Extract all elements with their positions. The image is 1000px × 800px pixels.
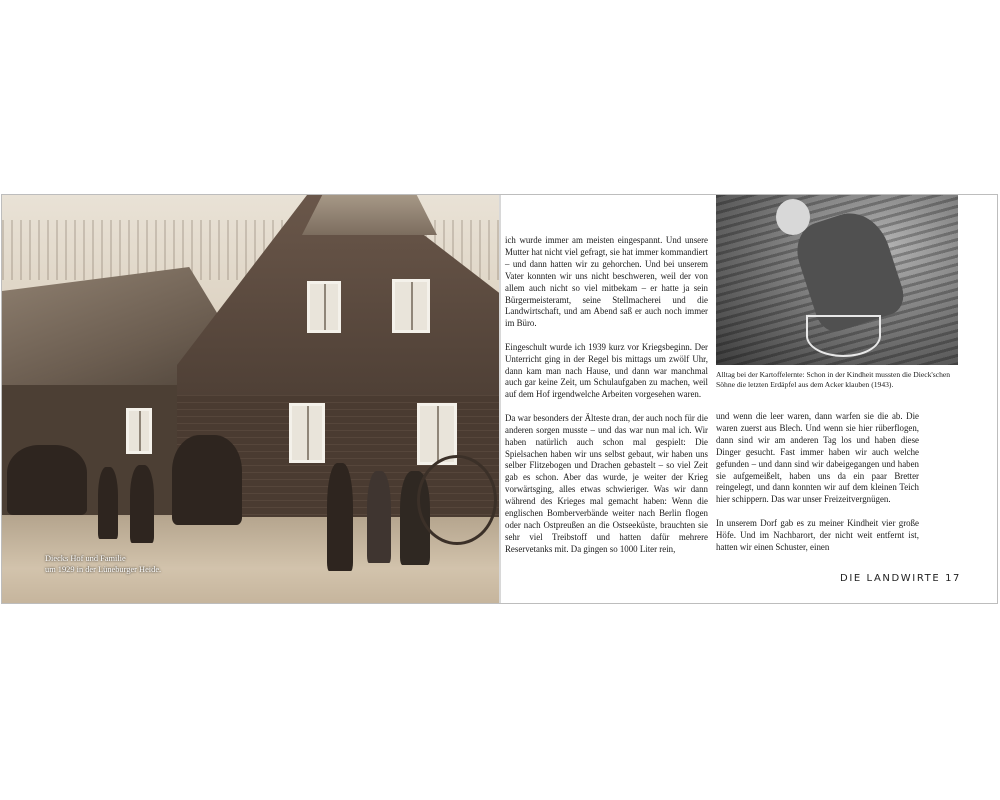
paragraph: In unserem Dorf gab es zu meiner Kindheit vier große Höfe. Und im Nachbarort, der nicht weit entfernt ist, hatten wir einen Schuster, einen: [716, 517, 919, 552]
left-photo-caption: Diecks Hof und Familie um 1929 in der Lüneburger Heide.: [45, 554, 162, 574]
page-number: 17: [945, 573, 961, 584]
potato-harvest-photo: [716, 195, 958, 365]
paragraph: Eingeschult wurde ich 1939 kurz vor Kriegsbeginn. Der Unterricht ging in der Regel bis mittags um zwölf Uhr, dann kam man nach Hause, und dann war manchmal auch gar keine Zeit, um Schulaufgaben zu machen, weil auf dem Hof irgendwelche Arbeiten vorgesehen waren.: [505, 341, 708, 400]
horse: [7, 445, 87, 515]
boy-head: [776, 199, 810, 235]
text-column-right: [716, 411, 919, 565]
paragraph: und wenn die leer waren, dann warfen sie die ab. Die waren zuerst aus Blech. Und wenn sie hier rüberflogen, dann sind wir am anderen Tag los und haben diese Dinger gesucht. Fast immer haben wir auch welche gefunden – und dann sind wir dabeigegangen und haben sie aufgemeißelt, haben uns da ein paar Bretter reingelegt, und dann konnten wir auf dem kleinen Teich hier schippern. Das war unser Freizeitvergnügen.: [716, 411, 919, 505]
page-footer: [831, 573, 961, 584]
window: [289, 403, 325, 463]
cart-wheel: [417, 455, 497, 545]
farmhouse-roof-top: [302, 195, 437, 235]
horse-rider: [172, 435, 242, 525]
window: [126, 408, 152, 454]
paragraph: Da war besonders der Älteste dran, der auch noch für die anderen sorgen musste – und das war nun mal ich. Wir haben natürlich auch schon mal gespielt: Die Spielsachen haben wir uns selbst gebaut, wir haben uns selber Flitzebogen und Drachen gebastelt – so viel Zeit gab es schon. Aber das wurde, je weiter der Krieg vorwärtsging, alles etwas schwieriger. Was wir dann während des Krieges mal gemacht haben: Wenn die englischen Bomberverbände weiter nach Berlin flogen oder nach Ostpreußen an die Ostseeküste, brauchten sie sehr viel Treibstoff und hatten dafür mehrere Reservetanks mit. Da gingen so 1000 Liter rein,: [505, 412, 708, 554]
basket: [806, 315, 881, 357]
photo-caption: Alltag bei der Kartoffelernte: Schon in der Kindheit mussten die Dieck'schen Söhne die letzten Erdäpfel aus dem Acker klauben (1943).: [716, 370, 951, 389]
child: [367, 471, 391, 563]
family-member: [98, 467, 118, 539]
text-column-left: [505, 235, 708, 567]
book-spread: [1, 194, 998, 604]
running-footer: DIE LANDWIRTE: [840, 573, 941, 584]
right-page: [501, 195, 997, 603]
left-page-photo: [2, 195, 499, 603]
window: [307, 281, 341, 333]
paragraph: ich wurde immer am meisten eingespannt. Und unsere Mutter hat nicht viel gefragt, sie hat immer kommandiert – und dann hatten wir zu gehorchen. Und bei unserem Vater konnten wir uns nicht beschweren, weil der von allem auch nicht so viel mitbekam – er hatte ja sein Bürgermeisteramt, seine Stellmacherei und die Landwirtschaft, und am Abend saß er auch noch immer im Büro.: [505, 235, 708, 329]
family-member: [130, 465, 154, 543]
window: [392, 279, 430, 333]
family-member: [327, 463, 353, 571]
